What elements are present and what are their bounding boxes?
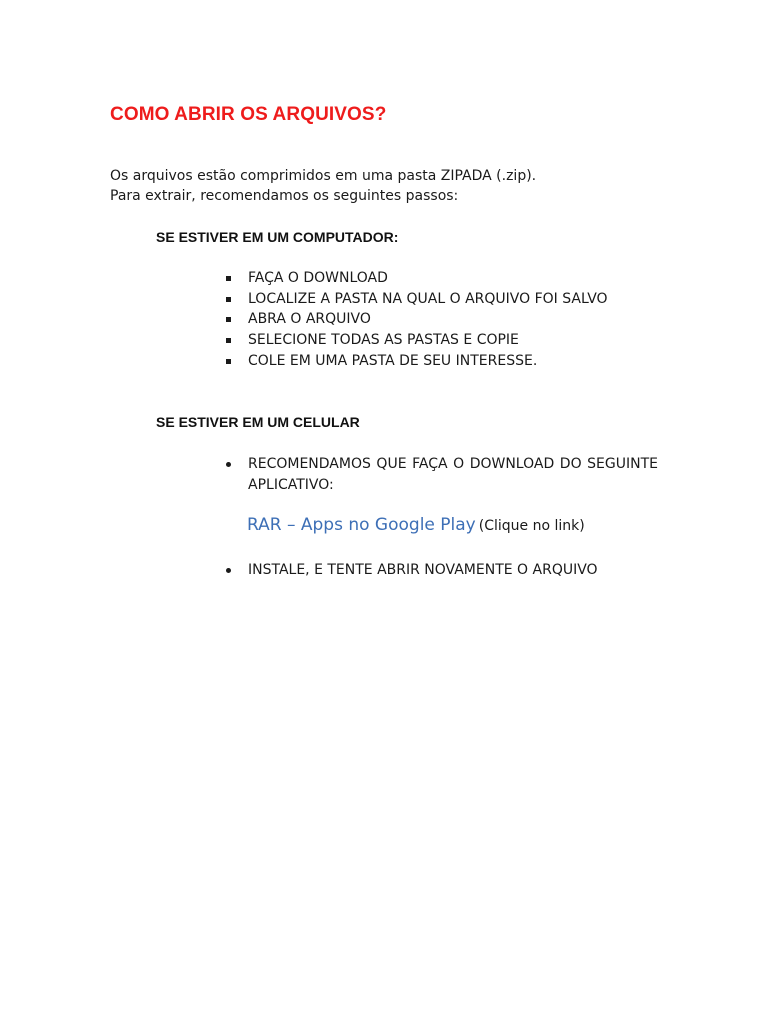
step-text: INSTALE, E TENTE ABRIR NOVAMENTE O ARQUIVO: [248, 562, 598, 578]
step-text: FAÇA O DOWNLOAD: [248, 270, 388, 286]
step-text: LOCALIZE A PASTA NA QUAL O ARQUIVO FOI SALVO: [248, 290, 608, 307]
list-item: [225, 289, 608, 310]
list-item: [225, 351, 608, 372]
computer-section-heading: SE ESTIVER EM UM COMPUTADOR:: [156, 229, 399, 245]
step-text: ABRA O ARQUIVO: [248, 311, 371, 328]
mobile-section-heading: SE ESTIVER EM UM CELULAR: [156, 414, 360, 430]
list-item: [222, 560, 598, 580]
intro-paragraph: [110, 166, 536, 206]
computer-steps-list: [225, 268, 608, 371]
square-bullet-icon: [226, 317, 231, 322]
round-bullet-icon: [226, 462, 231, 467]
intro-line-1: Os arquivos estão comprimidos em uma pasta ZIPADA (.zip).: [110, 168, 537, 184]
list-item: [222, 454, 658, 495]
step-text: COLE EM UMA PASTA DE SEU INTERESSE.: [248, 352, 538, 369]
page-title: COMO ABRIR OS ARQUIVOS?: [110, 104, 387, 125]
mobile-steps-list: [222, 454, 658, 495]
app-link-line: [247, 515, 585, 535]
intro-line-2: Para extrair, recomendamos os seguintes passos:: [110, 188, 459, 204]
list-item: [225, 309, 608, 330]
square-bullet-icon: [226, 359, 231, 364]
round-bullet-icon: [226, 568, 231, 573]
square-bullet-icon: [226, 276, 231, 281]
step-text: RECOMENDAMOS QUE FAÇA O DOWNLOAD DO SEGUINTE APLICATIVO:: [248, 456, 658, 493]
mobile-steps-list-2: [222, 560, 598, 580]
square-bullet-icon: [226, 297, 231, 302]
step-text: SELECIONE TODAS AS PASTAS E COPIE: [248, 332, 519, 349]
square-bullet-icon: [226, 338, 231, 343]
list-item: [225, 330, 608, 351]
list-item: [225, 268, 608, 289]
google-play-link[interactable]: RAR – Apps no Google Play: [247, 515, 476, 535]
link-note: (Clique no link): [478, 518, 585, 534]
